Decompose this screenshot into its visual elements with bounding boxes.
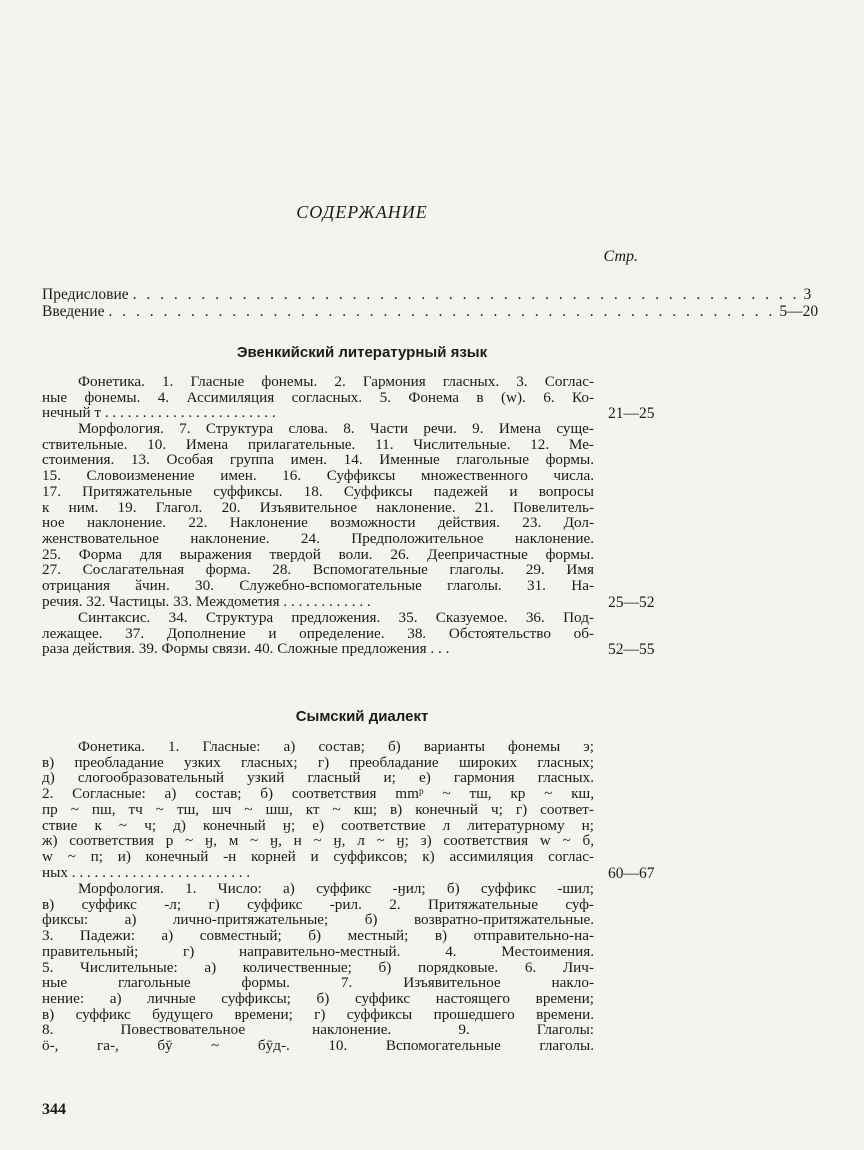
text-line: ные фонемы. 4. Ассимиляция согласных. 5. Фонема в (w). 6. Ко-: [42, 388, 594, 406]
text-line: нечный т . . . . . . . . . . . . . . . . . . . . . . .: [42, 404, 276, 422]
page-range: 52—55: [608, 641, 655, 658]
text-line: ные глагольные формы. 7. Изъявительное накло-: [42, 974, 594, 992]
text-line: пр ~ пш, тч ~ тш, шч ~ шш, кт ~ кш; в) конечный ч; г) соответ-: [42, 800, 594, 818]
text-line: ствительные. 10. Имена прилагательные. 11. Числительные. 12. Ме-: [42, 435, 594, 453]
paragraph-morphology-1: [42, 421, 594, 609]
text-line: 8. Повествовательное наклонение. 9. Глаголы:: [42, 1021, 594, 1039]
paragraph-phonetics-1: [42, 374, 594, 421]
section-heading-sym-dialect: Сымский диалект: [295, 708, 429, 725]
text-line: женствовательное наклонение. 24. Предположительное наклонение.: [42, 529, 594, 547]
text-line: речия. 32. Частицы. 33. Междометия . . . . . . . . . . . .: [42, 592, 371, 610]
leader-dots: . . . . . . . . . . . . . . . . . . . . . . . . . . . . . . . . . . . . . . . . . . . . . . . . .: [108, 303, 776, 320]
text-line: нение: а) личные суффиксы; б) суффикс настоящего времени;: [42, 989, 594, 1007]
text-line: Фонетика. 1. Гласные: а) состав; б) варианты фонемы э;: [78, 738, 594, 755]
text-line: стоимения. 13. Особая группа имен. 14. Именные глагольные формы.: [42, 451, 594, 469]
page-range: 21—25: [608, 405, 655, 422]
pages-column-header: Стр.: [603, 248, 638, 265]
toc-entry-page: 3: [803, 286, 812, 303]
text-line: 27. Сослагательная форма. 28. Вспомогательные глаголы. 29. Имя: [42, 561, 594, 579]
text-line: Морфология. 7. Структура слова. 8. Части речи. 9. Имена суще-: [78, 420, 594, 437]
text-line: ж) соответствия р ~ ӈ, м ~ ӈ, н ~ ӈ, л ~ ӈ; з) соответствия w ~ б,: [42, 832, 594, 850]
paragraph-syntax-1: [42, 610, 594, 657]
text-line: Морфология. 1. Число: а) суффикс -ӈил; б) суффикс -шил;: [78, 880, 594, 897]
text-line: лежащее. 37. Дополнение и определение. 38. Обстоятельство об-: [42, 624, 594, 642]
text-line: w ~ п; и) конечный -н корней и суффиксов; к) ассимиляция соглас-: [42, 847, 594, 865]
toc-entry-introduction: [42, 303, 819, 320]
text-line: в) преобладание узких гласных; г) преобладание широких гласных;: [42, 753, 594, 771]
toc-entry-label: Введение: [42, 303, 105, 320]
text-line: ствие к ~ ч; д) конечный ӈ; е) соответствие л литературному н;: [42, 816, 594, 834]
text-line: ных . . . . . . . . . . . . . . . . . . . . . . . .: [42, 863, 251, 881]
text-line: к ним. 19. Глагол. 20. Изъявительное наклонение. 21. Повелитель-: [42, 498, 594, 516]
text-line: 3. Падежи: а) совместный; б) местный; в) отправительно-на-: [42, 927, 594, 945]
text-line: раза действия. 39. Формы связи. 40. Сложные предложения . . .: [42, 640, 450, 658]
page-range: 25—52: [608, 594, 655, 611]
text-line: д) слогообразовательный узкий гласный и; е) гармония гласных.: [42, 769, 594, 787]
text-line: в) суффикс будущего времени; г) суффиксы прошедшего времени.: [42, 1005, 594, 1023]
text-line: в) суффикс -л; г) суффикс -рил. 2. Притяжательные суф-: [42, 895, 594, 913]
text-line: 25. Форма для выражения твердой воли. 26. Деепричастные формы.: [42, 545, 594, 563]
page-number: 344: [42, 1101, 66, 1118]
page-range: 60—67: [608, 865, 655, 882]
text-line: 2. Согласные: а) состав; б) соответствия mmᵖ ~ тш, кр ~ кш,: [42, 785, 594, 803]
text-line: 15. Словоизменение имен. 16. Суффиксы множественного числа.: [42, 467, 594, 485]
text-line: 17. Притяжательные суффиксы. 18. Суффиксы падежей и вопросы: [42, 482, 594, 500]
text-line: 5. Числительные: а) количественные; б) порядковые. 6. Лич-: [42, 958, 594, 976]
toc-entry-label: Предисловие: [42, 286, 129, 303]
paragraph-morphology-2: [42, 881, 594, 1054]
paragraph-phonetics-2: [42, 739, 594, 880]
toc-entry-page: 5—20: [779, 303, 819, 320]
toc-entry-preface: [42, 286, 812, 303]
section-heading-evenki-literary: Эвенкийский литературный язык: [236, 344, 488, 361]
page-title: СОДЕРЖАНИЕ: [296, 202, 428, 222]
text-line: ное наклонение. 22. Наклонение возможности действия. 23. Дол-: [42, 514, 594, 532]
text-line: ӧ-, га-, бӯ ~ бӯд-. 10. Вспомогательные глаголы.: [42, 1037, 594, 1055]
leader-dots: . . . . . . . . . . . . . . . . . . . . . . . . . . . . . . . . . . . . . . . . . . . . . . . . .: [132, 286, 800, 303]
text-line: отрицания ӑчин. 30. Служебно-вспомогательные глаголы. 31. На-: [42, 577, 594, 595]
text-line: Синтаксис. 34. Структура предложения. 35. Сказуемое. 36. Под-: [78, 609, 594, 626]
text-line: Фонетика. 1. Гласные фонемы. 2. Гармония гласных. 3. Соглас-: [78, 373, 594, 390]
text-line: правительный; г) направительно-местный. 4. Местоимения.: [42, 942, 594, 960]
text-line: фиксы: а) лично-притяжательные; б) возвратно-притяжательные.: [42, 911, 594, 929]
